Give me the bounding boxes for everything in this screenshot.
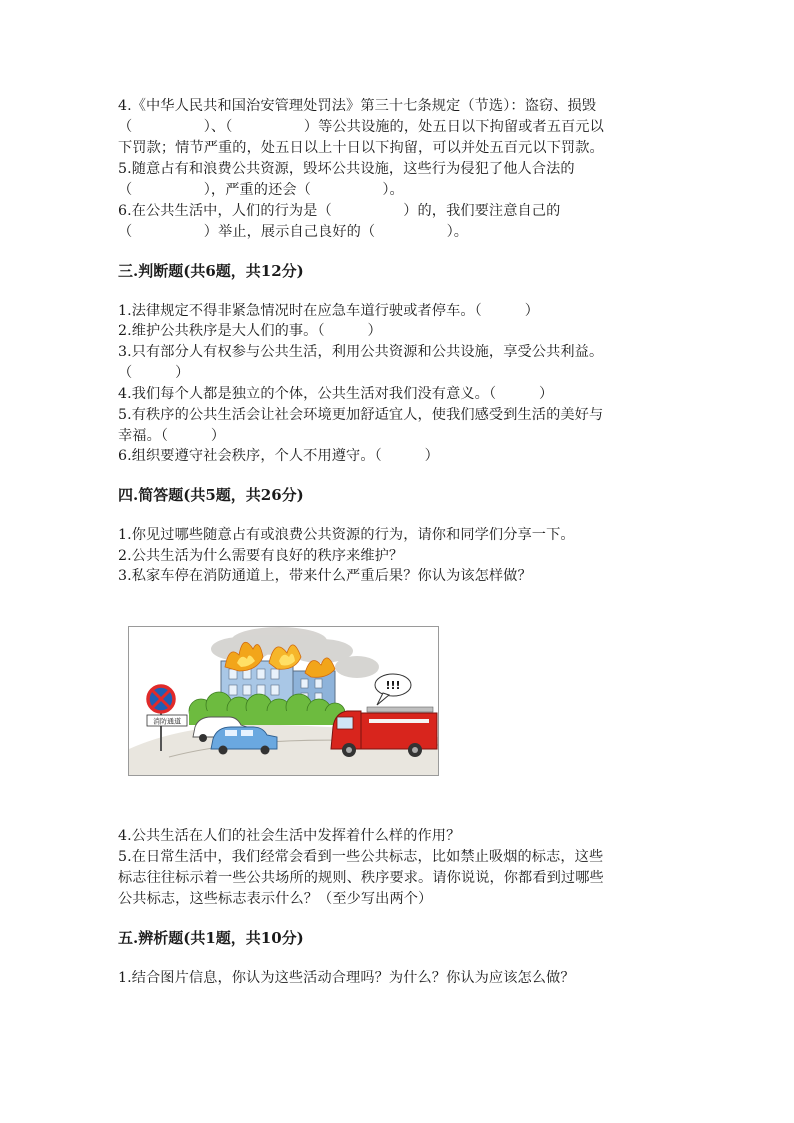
short-q2: 2.公共生活为什么需要有良好的秩序来维护？ [118,548,404,564]
fire-lane-scene [129,627,438,775]
judge-q3-line1: 3.只有部分人有权参与公共生活，利用公共资源和公共设施，享受公共利益。 [118,344,604,360]
fill-q5-line1: 5.随意占有和浪费公共资源，毁坏公共设施，这些行为侵犯了他人合法的 [118,161,575,177]
judge-q1: 1.法律规定不得非紧急情况时在应急车道行驶或者停车。（ ） [118,303,539,319]
fill-q6-line2: （ ）举止，展示自己良好的（ ）。 [118,224,469,240]
judge-q3-line2: （ ） [118,365,190,381]
judge-q5-line2: 幸福。（ ） [118,428,226,444]
short-q1: 1.你见过哪些随意占有或浪费公共资源的行为，请你和同学们分享一下。 [118,527,575,543]
fill-q4-line3: 下罚款；情节严重的，处五日以上十日以下拘留，可以并处五百元以下罚款。 [118,140,604,156]
section3-heading: 三.判断题(共6题，共12分) [118,262,304,280]
fire-lane-sign-text: 消防通道 [153,717,181,726]
short-q3: 3.私家车停在消防通道上，带来什么严重后果？你认为该怎样做？ [118,568,532,584]
alarm-bubble-text: !!! [385,679,401,692]
fire-lane-illustration [128,626,439,776]
judge-q6: 6.组织要遵守社会秩序，个人不用遵守。（ ） [118,448,439,464]
fill-q4-line1: 4.《中华人民共和国治安管理处罚法》第三十七条规定（节选）：盗窃、损毁 [118,98,597,114]
alarm-speech-bubble [375,674,411,705]
judge-q2: 2.维护公共秩序是大人们的事。（ ） [118,323,382,339]
section5-heading: 五.辨析题(共1题，共10分) [118,929,304,947]
fill-q4-line2: （ ）、（ ）等公共设施的，处五日以下拘留或者五百元以 [118,119,604,135]
analysis-q1: 1.结合图片信息，你认为这些活动合理吗？为什么？你认为应该怎么做？ [118,970,575,986]
short-q5-line1: 5.在日常生活中，我们经常会看到一些公共标志，比如禁止吸烟的标志，这些 [118,849,604,865]
section4-heading: 四.简答题(共5题，共26分) [118,486,304,504]
fill-q6-line1: 6.在公共生活中，人们的行为是（ ）的，我们要注意自己的 [118,203,561,219]
short-q5-line3: 公共标志，这些标志表示什么？（至少写出两个） [118,891,433,907]
judge-q4: 4.我们每个人都是独立的个体，公共生活对我们没有意义。（ ） [118,386,554,402]
short-q5-line2: 标志往往标示着一些公共场所的规则、秩序要求。请你说说，你都看到过哪些 [118,870,604,886]
judge-q5-line1: 5.有秩序的公共生活会让社会环境更加舒适宜人，使我们感受到生活的美好与 [118,407,604,423]
fill-q5-line2: （ ），严重的还会（ ）。 [118,182,404,198]
short-q4: 4.公共生活在人们的社会生活中发挥着什么样的作用？ [118,828,461,844]
fire-truck [331,707,437,757]
